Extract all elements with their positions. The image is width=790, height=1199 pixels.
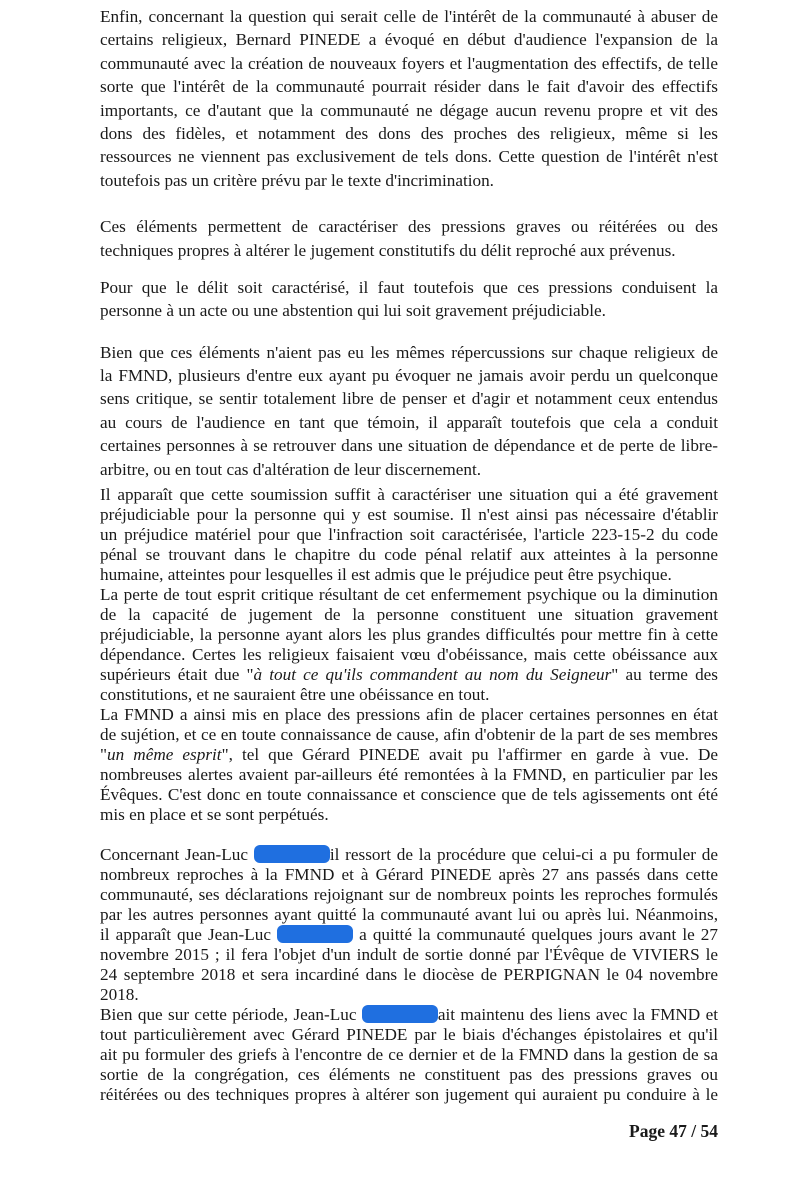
text-segment: La FMND a ainsi mis en place des pressions afin de placer certaines personnes en état bbox=[100, 705, 718, 725]
text-line bbox=[100, 585, 718, 605]
text-segment: ait pu formuler des griefs à l'encontre de ce dernier et de la FMND dans la gestion de sa bbox=[100, 1045, 718, 1065]
text-segment: sortie de la congrégation, ces éléments ne constituent pas des pressions graves ou bbox=[100, 1065, 718, 1085]
redaction-box bbox=[254, 845, 330, 863]
text-line bbox=[100, 99, 718, 122]
text-line bbox=[100, 5, 718, 28]
text-segment: Il apparaît que cette soumission suffit à caractériser une situation qui a été gravement bbox=[100, 485, 718, 505]
text-line bbox=[100, 28, 718, 51]
text-line bbox=[100, 411, 718, 434]
paragraph bbox=[100, 215, 718, 262]
text-segment: toutefois pas un critère prévu par le texte d'incrimination. bbox=[100, 170, 494, 190]
text-segment: préjudiciable, la personne ayant alors les plus grandes difficultés pour mettre fin à cette bbox=[100, 625, 718, 645]
text-line bbox=[100, 545, 718, 565]
text-segment: 2018. bbox=[100, 985, 139, 1005]
text-segment: Pour que le délit soit caractérisé, il faut toutefois que ces pressions conduisent la bbox=[100, 277, 718, 297]
text-segment: personne à un acte ou une abstention qui lui soit gravement préjudiciable. bbox=[100, 301, 606, 321]
text-line bbox=[100, 565, 718, 585]
text-line bbox=[100, 1045, 718, 1065]
text-segment: Bien que sur cette période, Jean-Luc bbox=[100, 1005, 362, 1025]
paragraph bbox=[100, 585, 718, 705]
paragraph bbox=[100, 5, 718, 192]
text-segment: certains religieux, Bernard PINEDE a évoqué en début d'audience l'expansion de la bbox=[100, 30, 718, 50]
text-segment: " au terme des bbox=[611, 665, 718, 685]
text-segment: constitutions, et ne sauraient être une obéissance en tout. bbox=[100, 685, 490, 705]
text-segment: sens critique, se sentir totalement libre de penser et d'agir et notamment ceux entendus bbox=[100, 389, 718, 409]
redaction-box bbox=[362, 1005, 438, 1023]
italic-quote: à tout ce qu'ils commandent au nom du Seigneur bbox=[253, 665, 612, 685]
text-line bbox=[100, 845, 718, 865]
text-segment: certaines personnes à se retrouver dans une situation de dépendance et de perte de libre- bbox=[100, 436, 718, 456]
italic-quote: un même esprit bbox=[107, 745, 222, 765]
text-segment: un préjudice matériel pour que l'infraction soit caractérisée, l'article 223-15-2 du code bbox=[100, 525, 718, 545]
text-line bbox=[100, 52, 718, 75]
text-line bbox=[100, 122, 718, 145]
text-line bbox=[100, 1065, 718, 1085]
paragraph bbox=[100, 845, 718, 1005]
text-segment: supérieurs était due " bbox=[100, 665, 254, 685]
text-line bbox=[100, 1025, 718, 1045]
text-line bbox=[100, 645, 718, 665]
text-line bbox=[100, 985, 718, 1005]
text-segment: a quitté la communauté quelques jours avant le 27 bbox=[353, 925, 718, 945]
text-segment: arbitre, ou en tout cas d'altération de leur discernement. bbox=[100, 459, 482, 479]
text-segment: de la capacité de jugement de la personne constituent une situation gravement bbox=[100, 605, 718, 625]
text-segment: dépendance. Certes les religieux faisaient vœu d'obéissance, mais cette obéissance aux bbox=[100, 645, 718, 665]
text-line bbox=[100, 364, 718, 387]
text-segment: tout particulièrement avec Gérard PINEDE par le biais d'échanges épistolaires et qu'il bbox=[100, 1025, 718, 1045]
text-segment: Bien que ces éléments n'aient pas eu les mêmes répercussions sur chaque religieux de bbox=[100, 342, 718, 362]
text-line bbox=[100, 239, 718, 262]
text-segment: 24 septembre 2018 et sera incardiné dans le diocèse de PERPIGNAN le 04 novembre bbox=[100, 965, 718, 985]
text-segment: réitérées ou des techniques propres à altérer son jugement qui auraient pu conduire à le bbox=[100, 1085, 718, 1105]
text-segment: communauté, ses déclarations rejoignant sur de nombreux points les reproches formulés bbox=[100, 885, 718, 905]
text-line bbox=[100, 299, 718, 322]
text-line bbox=[100, 625, 718, 645]
text-segment: sorte que l'intérêt de la communauté pourrait résider dans le fait d'avoir des effectifs bbox=[100, 77, 718, 97]
paragraph bbox=[100, 705, 718, 825]
text-line bbox=[100, 925, 718, 945]
text-segment: ressources ne viennent pas exclusivement de tels dons. Cette question de l'intérêt n'est bbox=[100, 147, 718, 167]
text-line bbox=[100, 885, 718, 905]
text-segment: dons des fidèles, et notamment des dons des proches des religieux, même si les bbox=[100, 123, 718, 143]
text-line bbox=[100, 341, 718, 364]
text-segment: il apparaît que Jean-Luc bbox=[100, 925, 278, 945]
text-line bbox=[100, 525, 718, 545]
text-line bbox=[100, 434, 718, 457]
text-line bbox=[100, 685, 718, 705]
redaction-box bbox=[277, 925, 353, 943]
text-line bbox=[100, 276, 718, 299]
text-segment: nombreux reproches à la FMND et à Gérard PINEDE après 27 ans passés dans cette bbox=[100, 865, 718, 885]
text-line bbox=[100, 458, 718, 481]
text-line bbox=[100, 945, 718, 965]
text-segment: humaine, atteintes pour lesquelles il est admis que le préjudice peut être psychique. bbox=[100, 565, 672, 585]
paragraph bbox=[100, 341, 718, 481]
text-segment: Concernant Jean-Luc bbox=[100, 845, 254, 865]
text-segment: communauté avec la création de nouveaux foyers et l'augmentation des effectifs, de telle bbox=[100, 53, 718, 73]
text-segment: importants, ce d'autant que la communauté ne dégage aucun revenu propre et vit des bbox=[100, 100, 718, 120]
text-line bbox=[100, 725, 718, 745]
document-body bbox=[100, 5, 718, 1105]
text-line bbox=[100, 805, 718, 825]
text-segment: nombreuses alertes avaient par-ailleurs été remontées à la FMND, en particulier par les bbox=[100, 765, 718, 785]
text-segment: Ces éléments permettent de caractériser des pressions graves ou réitérées ou des bbox=[100, 217, 718, 237]
text-line bbox=[100, 745, 718, 765]
text-segment: mis en place et se sont perpétués. bbox=[100, 805, 329, 825]
paragraph bbox=[100, 485, 718, 585]
paragraph bbox=[100, 276, 718, 323]
paragraph bbox=[100, 1005, 718, 1105]
text-line bbox=[100, 665, 718, 685]
text-line bbox=[100, 605, 718, 625]
text-line bbox=[100, 485, 718, 505]
text-line bbox=[100, 75, 718, 98]
text-segment: par les autres personnes ayant quitté la communauté avant lui ou après lui. Néanmoins, bbox=[100, 905, 718, 925]
text-line bbox=[100, 1005, 718, 1025]
text-segment: de sujétion, et ce en toute connaissance de cause, afin d'obtenir de la part de ses membres bbox=[100, 725, 718, 745]
text-segment: la FMND, plusieurs d'entre eux ayant pu évoquer ne jamais avoir perdu un quelconque bbox=[100, 366, 718, 386]
text-line bbox=[100, 1085, 718, 1105]
text-segment: ait maintenu des liens avec la FMND et bbox=[437, 1005, 718, 1025]
text-line bbox=[100, 905, 718, 925]
text-segment: novembre 2015 ; il fera l'objet d'un indult de sortie donné par l'Évêque de VIVIERS le bbox=[100, 945, 718, 965]
page-number: Page 47 / 54 bbox=[629, 1121, 718, 1141]
text-line bbox=[100, 865, 718, 885]
text-segment: techniques propres à altérer le jugement constitutifs du délit reproché aux prévenus. bbox=[100, 240, 676, 260]
text-segment: Évêques. C'est donc en toute connaissance et conscience que de tels agissements ont été bbox=[100, 785, 718, 805]
text-line bbox=[100, 215, 718, 238]
text-segment: pénal se trouvant dans le chapitre du code pénal relatif aux atteintes à la personne bbox=[100, 545, 718, 565]
text-segment: Enfin, concernant la question qui serait celle de l'intérêt de la communauté à abuser de bbox=[100, 7, 718, 26]
text-segment: il ressort de la procédure que celui-ci a pu formuler de bbox=[329, 845, 718, 865]
text-line bbox=[100, 965, 718, 985]
text-segment: ", tel que Gérard PINEDE avait pu l'affirmer en garde à vue. De bbox=[221, 745, 719, 765]
text-segment: préjudiciable pour la personne qui y est soumise. Il n'est ainsi pas nécessaire d'établir bbox=[100, 505, 718, 525]
text-line bbox=[100, 169, 718, 192]
text-line bbox=[100, 145, 718, 168]
text-segment: La perte de tout esprit critique résultant de cet enfermement psychique ou la diminution bbox=[100, 585, 718, 605]
text-line bbox=[100, 765, 718, 785]
text-segment: " bbox=[100, 745, 108, 765]
text-line bbox=[100, 505, 718, 525]
text-line bbox=[100, 387, 718, 410]
text-segment: au cours de l'audience en tant que témoin, il apparaît toutefois que cela a conduit bbox=[100, 412, 718, 432]
text-line bbox=[100, 705, 718, 725]
text-line bbox=[100, 785, 718, 805]
